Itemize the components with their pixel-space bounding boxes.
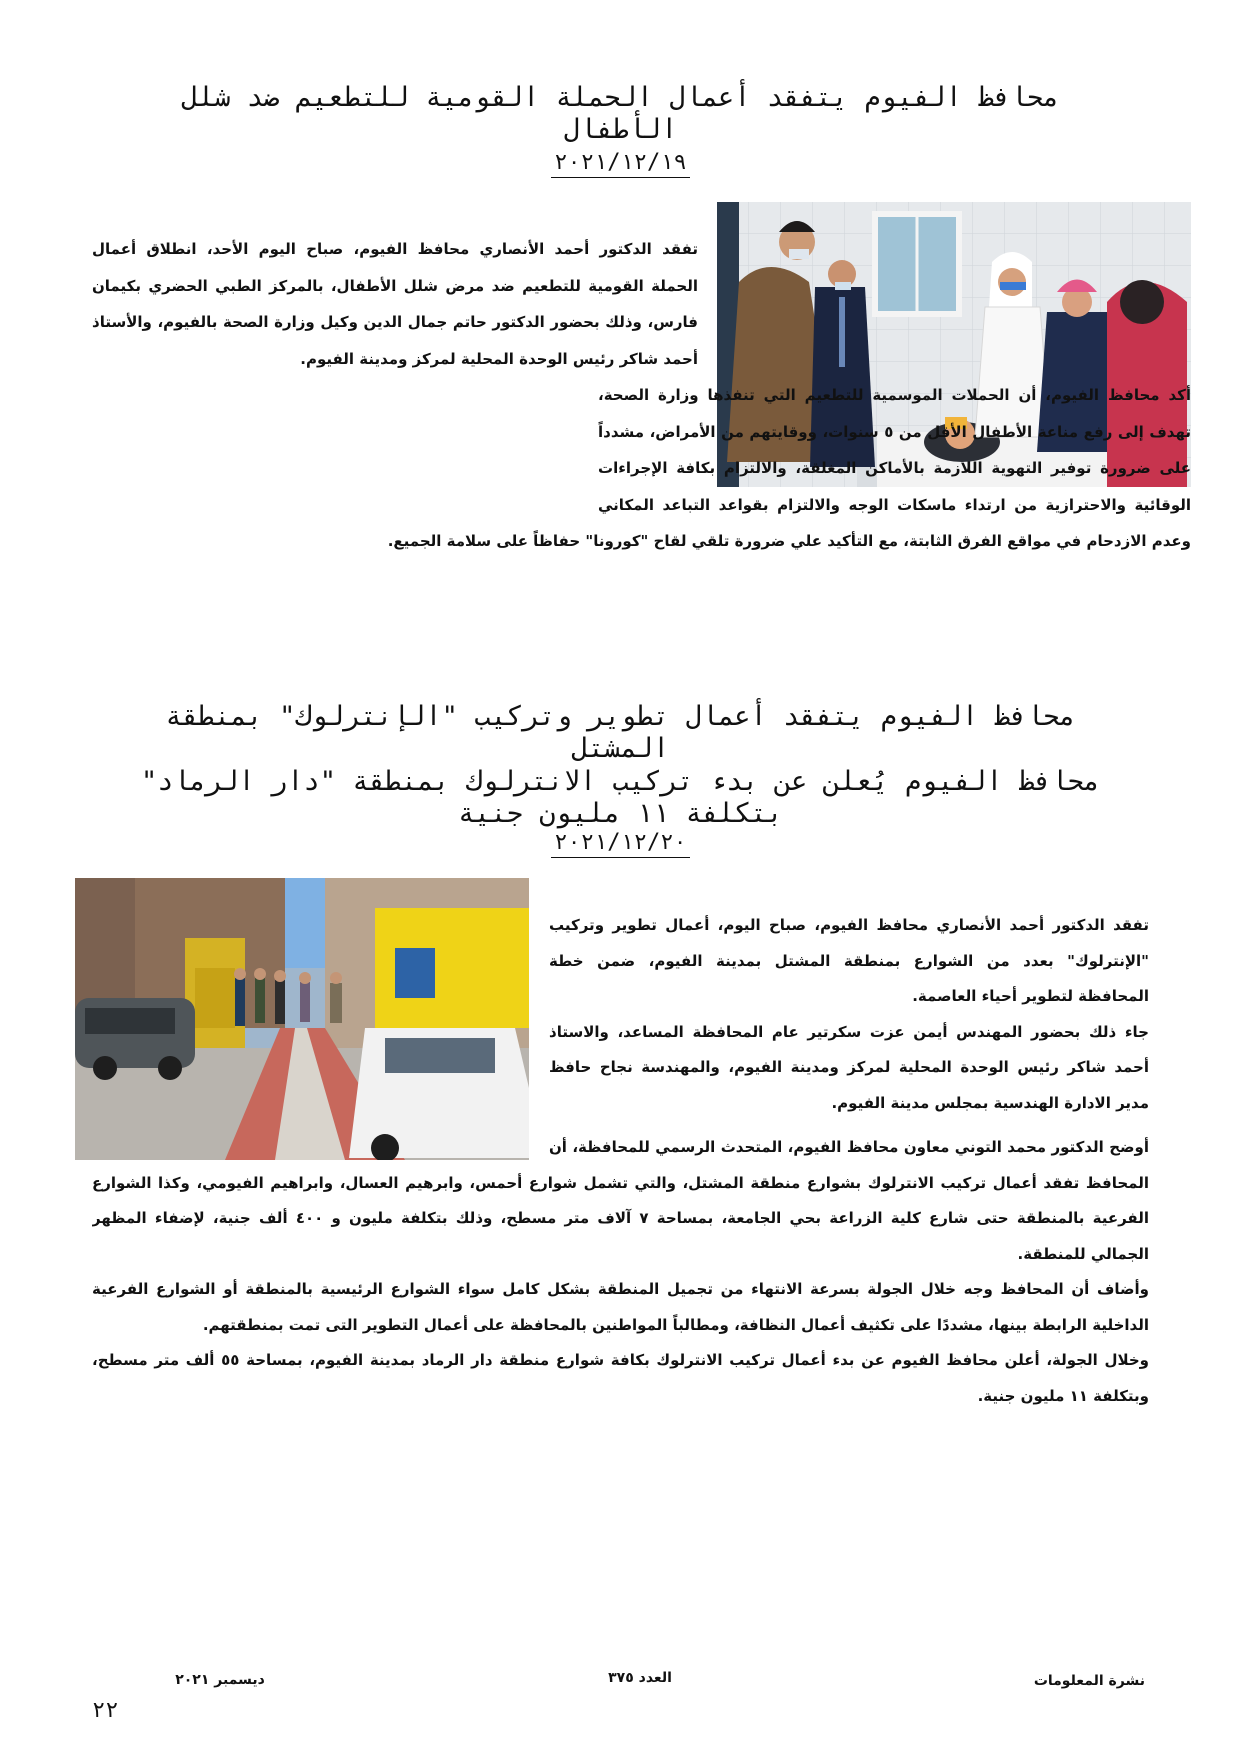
article2-title: محافظ الفيوم يتفقد أعمال تطوير وتركيب "الإنترلوك" بمنطقة المشتل <box>165 701 1076 764</box>
footer-issue: العدد ٣٧٥ <box>608 1670 672 1686</box>
article2-paragraph-3: أوضح الدكتور محمد التوني معاون محافظ الفيوم، المتحدث الرسمي للمحافظة، أن المحافظ تفقد أعمال تركيب الانترلوك بشوارع منطقة المشتل، والتي تشمل شوارع أحمس، وابرهيم العسال، وابراهيم الفيومي، وكذا الشوارع الفرعية بالمنطقة حتى شارع كلية الزراعة بحي الجامعة، بمساحة ٧ آلاف متر مسطح، وذلك بتكلفة مليون و ٤٠٠ ألف جنية، لإضفاء المظهر الجمالي للمنطقة. <box>92 1138 1149 1263</box>
footer-publication: نشرة المعلومات <box>1033 1673 1145 1689</box>
article2-date <box>420 830 821 855</box>
article2-subtitle: محافظ الفيوم يُعلن عن بدء تركيب الانترلوك بمنطقة "دار الرماد" بتكلفة ١١ مليون جنية <box>140 766 1101 829</box>
photo1-spacer <box>92 377 598 487</box>
article1-body-wrap <box>92 231 698 377</box>
article2-body-top <box>549 908 1149 1121</box>
article2-paragraph-2: جاء ذلك بحضور المهندس أيمن عزت سكرتير عام المحافظة المساعد، والاستاذ أحمد شاكر رئيس الوحدة المحلية لمركز ومدينة الفيوم، والمهندسة نجاح حافظ مدير الادارة الهندسية بمجلس مدينة الفيوم. <box>549 1022 1149 1112</box>
footer-month: ديسمبر ٢٠٢١ <box>175 1672 265 1688</box>
article1-date <box>420 150 821 175</box>
article2-paragraph-5: وخلال الجولة، أعلن محافظ الفيوم عن بدء أعمال تركيب الانترلوك بكافة شوارع منطقة دار الرماد بمدينة الفيوم، بمساحة ٥٥ ألف متر مسطح، وبتكلفة ١١ مليون جنية. <box>92 1351 1149 1405</box>
article1-paragraph-2: أكد محافظ الفيوم، أن الحملات الموسمية للتطعيم التي تنفذها وزارة الصحة، تهدف إلى رفع مناعة الأطفال الأقل من ٥ سنوات، ووقايتهم من الأمراض، مشدداً على ضرورة توفير التهوية اللازمة بالأماكن المغلقة، والالتزام بكافة الإجراءات الوقائية والاحترازية من ارتداء ماسكات الوجه والالتزام بقواعد التباعد المكاني وعدم الازدحام في مواقع الفرق الثابتة، مع التأكيد علي ضرورة تلقي لقاح "كورونا" حفاظاً على سلامة الجميع. <box>387 386 1191 550</box>
article1-title: محافظ الفيوم يتفقد أعمال الحملة القومية للتطعيم ضد شلل الأطفال <box>181 82 1060 145</box>
article2-body-bottom <box>92 1130 1149 1450</box>
photo2-spacer <box>92 1130 549 1163</box>
article2-paragraph-1: تفقد الدكتور أحمد الأنصاري محافظ الفيوم، صباح اليوم، أعمال تطوير وتركيب "الإنترلوك" بعدد من الشوارع بمنطقة المشتل بمدينة الفيوم، ضمن خطة المحافظة لتطوير أحياء العاصمة. <box>549 916 1149 1005</box>
article1-body-wrap-2 <box>92 377 1191 591</box>
article2-paragraph-4: وأضاف أن المحافظ وجه خلال الجولة بسرعة الانتهاء من تجميل المنطقة بشكل كامل سواء الشوارع الرئيسية بالمنطقة أو الشوارع الفرعية الداخلية الرابطة بينها، مشددًا على تكثيف أعمال النظافة، ومطالباً المواطنين بالمحافظة على أعمال التطوير التى تمت بمنطقتهم. <box>92 1280 1149 1334</box>
article1-date-text: ٢٠٢١/١٢/١٩ <box>551 150 689 178</box>
page-number: ٢٢ <box>92 1698 119 1723</box>
street-interlock-photo <box>75 878 529 1160</box>
article1-paragraph-1: تفقد الدكتور أحمد الأنصاري محافظ الفيوم، صباح اليوم الأحد، انطلاق أعمال الحملة القومية للتطعيم ضد مرض شلل الأطفال، بالمركز الطبي الحضري بكيمان فارس، وذلك بحضور الدكتور حاتم جمال الدين وكيل وزارة الصحة بالفيوم، والأستاذ أحمد شاكر رئيس الوحدة المحلية لمركز ومدينة الفيوم. <box>92 240 698 368</box>
article2-date-text: ٢٠٢١/١٢/٢٠ <box>551 830 689 858</box>
